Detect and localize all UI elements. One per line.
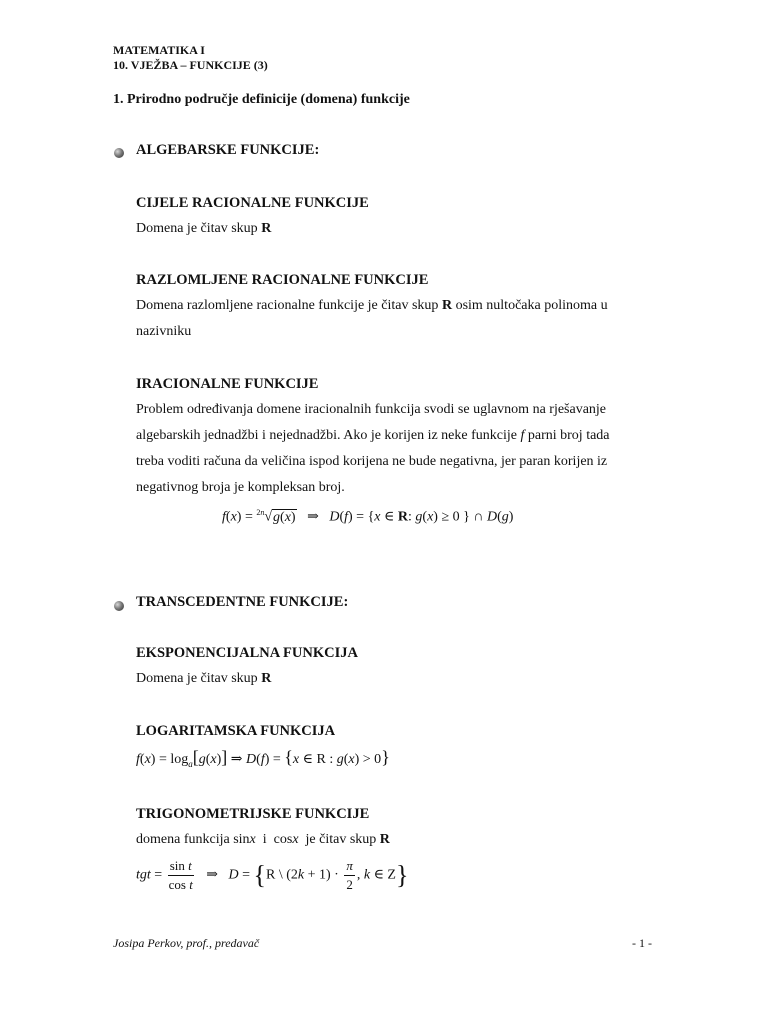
exponential-heading: EKSPONENCIJALNA FUNKCIJA [136,645,358,661]
integer-rational-heading: CIJELE RACIONALNE FUNKCIJE [136,195,369,211]
irrational-domain-formula: f(x) = $^{2n}$√g(x) ⇒ D(f) = {x ∈ R: g(x) ≥ 0 } ∩ D(g) [222,508,514,525]
fractional-rational-heading: RAZLOMLJENE RACIONALNE FUNKCIJE [136,272,429,288]
trigonometric-heading: TRIGONOMETRIJSKE FUNKCIJE [136,806,370,822]
fractional-rational-text: Domena razlomljene racionalne funkcije je čitav skup R osim nultočaka polinoma u nazivniku [136,298,608,339]
irrational-text: Problem određivanja domene iracionalnih funkcija svodi se uglavnom na rješavanje algebarskih jednadžbi i nejednadžbi. Ako je korijen iz neke funkcije f parni broj tada treba voditi računa da veličina ispod korijena ne bude negativna, jer paran korijen iz negativnog broja je kompleksan broj. [136,402,610,495]
algebraic-heading: ALGEBARSKE FUNKCIJE: [136,142,320,158]
trigonometric-text: domena funkcija sinx i cosx je čitav skup R [136,832,390,847]
page-number: - 1 - [632,936,652,950]
irrational-heading: IRACIONALNE FUNKCIJE [136,376,319,392]
document-header [113,43,268,73]
exercise-title: 10. VJEŽBA – FUNKCIJE (3) [113,58,268,72]
section-title: 1. Prirodno područje definicije (domena) funkcije [113,92,410,107]
bullet-icon [114,145,124,163]
bullet-icon [114,598,124,616]
course-title: MATEMATIKA I [113,43,205,57]
logarithmic-domain-formula: $f(x) = \log_a[g(x)]$ ⇒ D(f) = {x ∈ R : g(x) > 0} [136,747,390,769]
integer-rational-text: Domena je čitav skup R [136,221,272,236]
transcendental-heading: TRANSCEDENTNE FUNKCIJE: [136,594,349,610]
logarithmic-heading: LOGARITAMSKA FUNKCIJA [136,723,336,739]
footer-author: Josipa Perkov, prof., predavač [113,936,260,950]
tangent-domain-formula: tgt = $\frac{\text{sin t}}{\text{cos t}}$ ⇒ D = {R \ (2k + 1) · $\frac{\pi}{2}$ , k ∈ Z} [136,858,409,892]
exponential-text: Domena je čitav skup R [136,671,272,686]
